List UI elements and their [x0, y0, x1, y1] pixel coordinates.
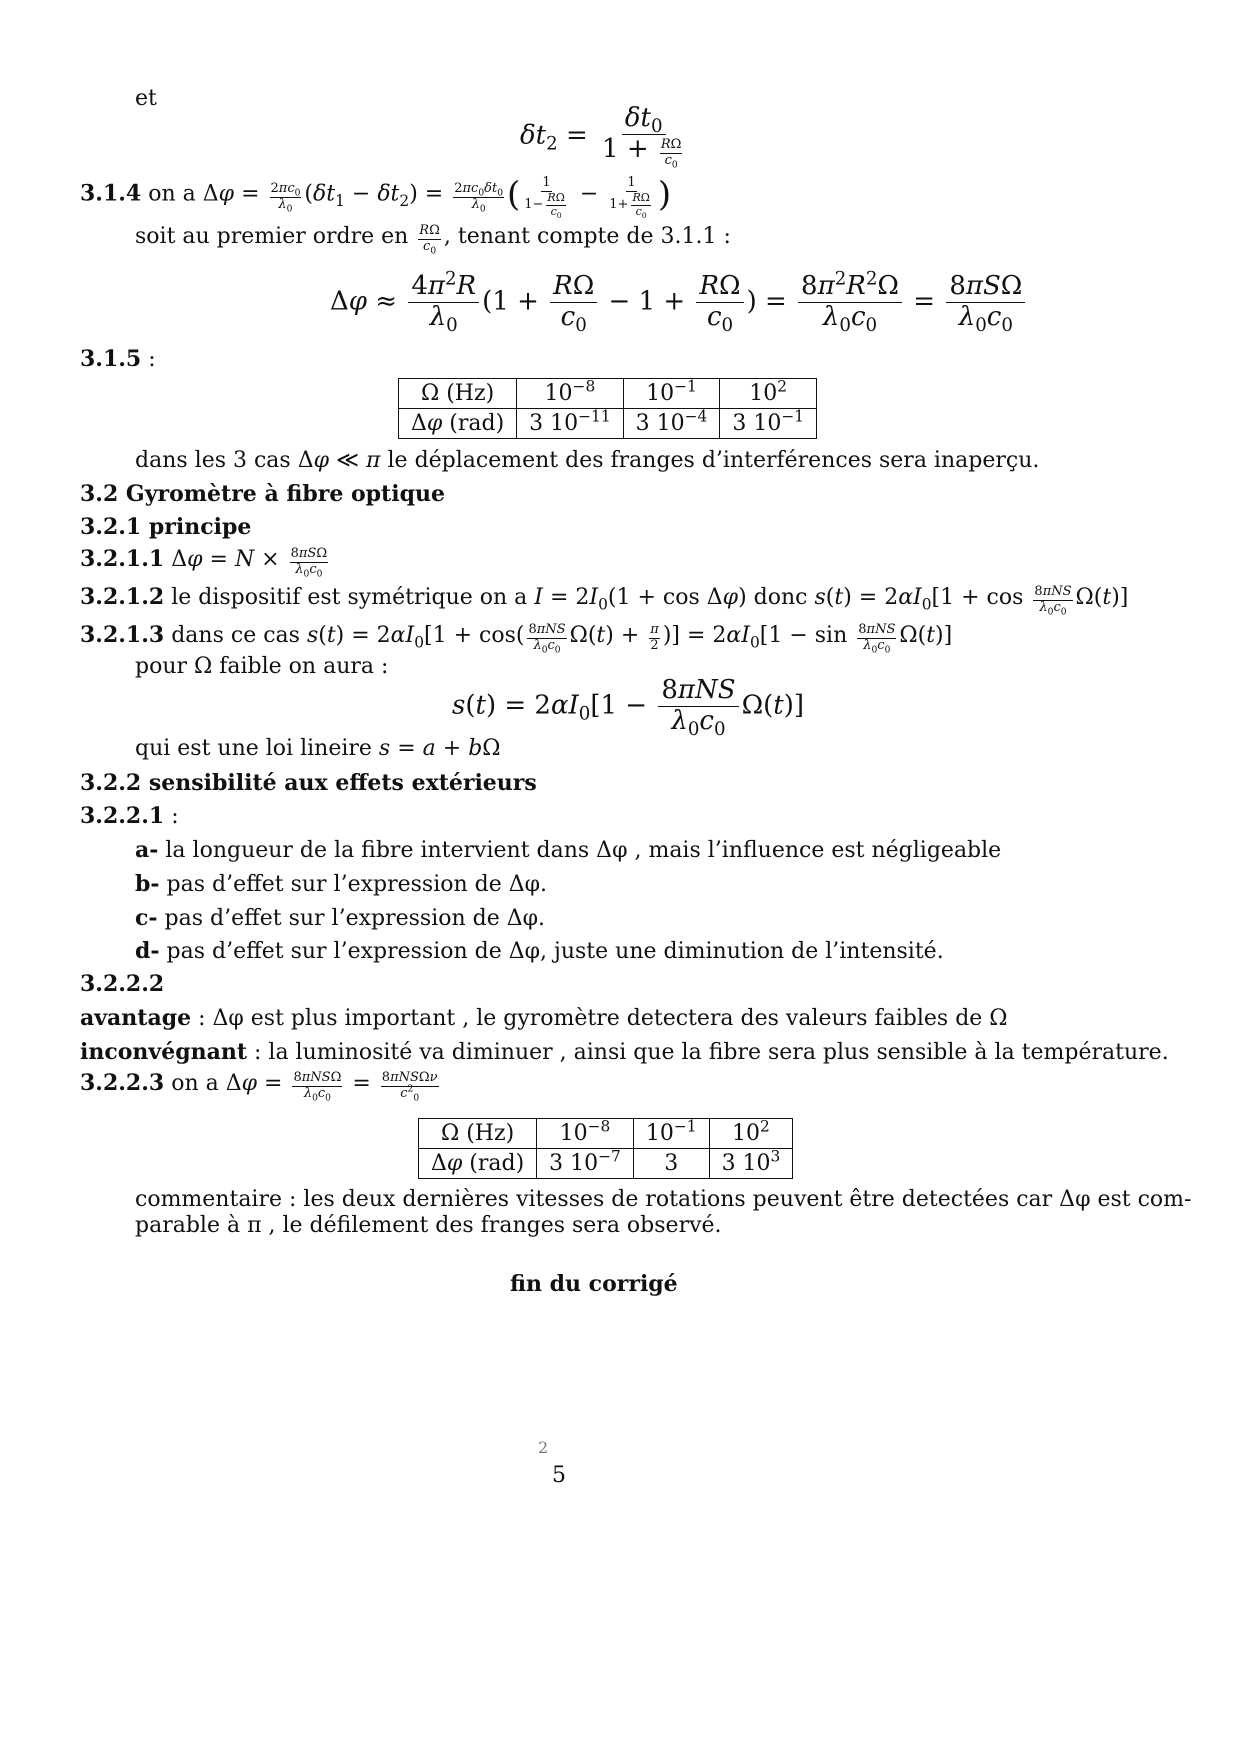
heading-3-2: 3.2 Gyromètre à fibre optique [80, 481, 445, 507]
equation-delta-t2: $\delta t_2$ = $\delta t_0$ 1 + $\frac{R\Omega}{c_0}$ [520, 103, 682, 171]
text: soit au premier ordre en [135, 224, 409, 249]
table-row [399, 379, 817, 409]
section-3-1-4: 3.1.4 on a Δφ = $\frac{2\pi c_0}{\lambda_0}$ $(\delta t_1 - \delta t_2)$ = $\frac{2\pi c_0\delta t_0}{\lambda_0}$ ( 1 1− $\frac{R\Omega}{c_0}$ − 1 1+ $\frac{R\Omega}{c_0}$ ) [80, 174, 672, 220]
comment-3-1-5: dans les 3 cas Δφ ≪ π le déplacement des franges d’interférences sera inaperçu. [135, 448, 1040, 473]
stray-mark: 2 [538, 1438, 549, 1457]
page-number: 5 [552, 1463, 566, 1488]
end-of-correction: fin du corrigé [510, 1271, 678, 1297]
section-3-2-2-2: 3.2.2.2 [80, 971, 165, 997]
table-phase-shift-1 [398, 378, 817, 439]
list-item [135, 837, 1001, 864]
cell: $10^{-8}$ [517, 379, 623, 409]
text: on a [171, 1071, 219, 1096]
item-label: b- [135, 871, 160, 897]
section-3-2-2-1 [80, 803, 179, 830]
section-text: on a [148, 181, 196, 207]
drawback-line [80, 1039, 1169, 1066]
cell: $10^2$ [709, 1119, 793, 1149]
text: qui est une loi lineire [135, 736, 372, 761]
item-text: pas d’effet sur l’expression de Δφ, juste une diminution de l’intensité. [166, 939, 944, 964]
table-row [419, 1149, 793, 1179]
item-text: la longueur de la fibre intervient dans Δφ , mais l’influence est négligeable [165, 838, 1002, 863]
cell: Ω (Hz) [419, 1119, 537, 1149]
section-3-1-5 [80, 346, 156, 373]
comment-line-1: commentaire : les deux dernières vitesses de rotations peuvent être detectées car Δφ est com- [135, 1187, 1192, 1212]
equation-delta-phi-approx: Δφ ≈ $\frac{4\pi^2R}{\lambda_0}$ (1 + $\frac{R\Omega}{c_0}$ − 1 + $\frac{R\Omega}{c_0}$ ) = $\frac{8\pi^2R^2\Omega}{\lambda_0c_0}$ = $\frac{\text{8πSΩ}}{\lambda_0c_0}$ [330, 272, 1028, 333]
weak-omega-line: pour Ω faible on aura : [135, 654, 389, 679]
section-3-2-2-3: 3.2.2.3 on a Δφ = $\frac{\text{8πNSΩ}}{\lambda_0c_0}$ = $\frac{\text{8πNSΩν}}{c^2_0}$ [80, 1070, 438, 1104]
section-label: 3.2.2.3 [80, 1070, 165, 1096]
text: donc [753, 585, 808, 610]
item-label: d- [135, 938, 160, 964]
table-row [399, 409, 817, 439]
item-label: c- [135, 905, 158, 931]
cell: 3 [633, 1149, 709, 1179]
table-phase-shift-2 [418, 1118, 793, 1179]
colon: : [148, 347, 156, 372]
heading-3-2-1: 3.2.1 principe [80, 514, 252, 540]
cell: Δφ (rad) [419, 1149, 537, 1179]
section-3-2-1-3: 3.2.1.3 dans ce cas $s(t) = 2\alpha I_0[1 + \cos$( $\frac{\text{8πNS}}{\lambda_0c_0}$ Ω(t) + $\frac{\pi}{2}$ )] = $2\alpha I_0[1 - \sin$ $\frac{\text{8πNS}}{\lambda_0c_0}$ Ω(t)] [80, 622, 953, 656]
linear-law-line: qui est une loi lineire s = a + bΩ [135, 736, 501, 761]
section-label: 3.1.4 [80, 180, 142, 207]
comment-line-2: parable à π , le défilement des franges sera observé. [135, 1213, 722, 1238]
cell: $10^{-1}$ [623, 379, 720, 409]
text: dans les 3 cas [135, 448, 291, 473]
cell: $10^{-8}$ [537, 1119, 634, 1149]
cell: Ω (Hz) [399, 379, 517, 409]
section-label: 3.2.2.1 [80, 803, 165, 829]
equation-s-t: $s(t) = 2\alpha I_0[1$ − $\frac{\text{8πNS}}{\lambda_0c_0}$ Ω(t)] [452, 675, 805, 741]
colon: : [171, 804, 179, 829]
text: : Δφ est plus important , le gyromètre detectera des valeurs faibles de Ω [198, 1006, 1008, 1031]
list-item [135, 871, 547, 898]
cell: $10^2$ [720, 379, 817, 409]
list-item [135, 938, 944, 965]
section-label: 3.2.1.2 [80, 584, 165, 610]
cell: Δφ (rad) [399, 409, 517, 439]
item-text: pas d’effet sur l’expression de Δφ. [164, 906, 546, 931]
word-et: et [135, 86, 157, 111]
text: , tenant compte de 3.1.1 : [443, 224, 731, 249]
cell: 3 $10^{-4}$ [623, 409, 720, 439]
cell: 3 $10^{-1}$ [720, 409, 817, 439]
item-text: pas d’effet sur l’expression de Δφ. [166, 872, 548, 897]
item-label: a- [135, 837, 159, 863]
section-label: 3.1.5 [80, 346, 142, 372]
section-3-2-1-1: 3.2.1.1 Δφ = N × $\frac{\text{8πSΩ}}{\lambda_0c_0}$ [80, 546, 328, 580]
label: avantage [80, 1005, 192, 1031]
section-3-2-1-2: 3.2.1.2 le dispositif est symétrique on a $I = 2I_0(1 + \cos \Delta\varphi)$ donc $s(t) = 2\alpha I_0[1 + \cos$ $\frac{\text{8πNS}}{\lambda_0c_0}$ Ω(t)] [80, 584, 1129, 618]
cell: 3 $10^{-11}$ [517, 409, 623, 439]
section-label: 3.2.1.1 [80, 546, 165, 572]
advantage-line [80, 1005, 1008, 1032]
cell: $10^{-1}$ [633, 1119, 709, 1149]
text: : la luminosité va diminuer , ainsi que la fibre sera plus sensible à la température. [254, 1040, 1169, 1065]
first-order-line: soit au premier ordre en $\frac{R\Omega}{c_0}$ , tenant compte de 3.1.1 : [135, 223, 731, 257]
table-row [419, 1119, 793, 1149]
label: inconvégnant [80, 1039, 247, 1065]
section-label: 3.2.1.3 [80, 622, 165, 648]
cell: 3 $10^{-7}$ [537, 1149, 634, 1179]
list-item [135, 905, 545, 932]
text: le déplacement des franges d’interférences sera inaperçu. [387, 448, 1040, 473]
text: dans ce cas [171, 623, 300, 648]
cell: 3 $10^3$ [709, 1149, 793, 1179]
heading-3-2-2: 3.2.2 sensibilité aux effets extérieurs [80, 770, 537, 796]
text: le dispositif est symétrique on a [171, 585, 528, 610]
